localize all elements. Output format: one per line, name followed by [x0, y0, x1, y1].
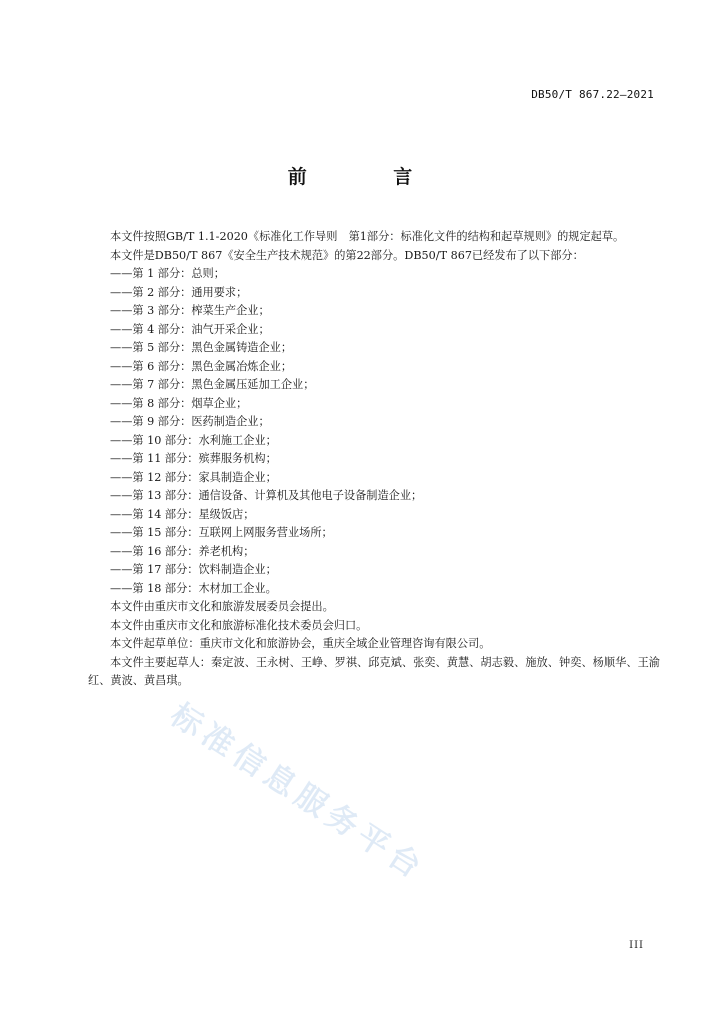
list-item: ——第 16 部分：养老机构； — [110, 544, 255, 558]
list-item: ——第 7 部分：黑色金属压延加工企业； — [110, 378, 315, 391]
list-item: ——第 5 部分：黑色金属铸造企业； — [110, 341, 293, 354]
parts-list — [88, 265, 660, 598]
list-item: ——第 1 部分：总则； — [110, 267, 225, 280]
intro-paragraph: 本文件按照GB/T 1.1-2020《标准化工作导则 第1部分：标准化文件的结构和起草规则》的规定起草。 — [110, 230, 625, 243]
list-item: ——第 11 部分：殡葬服务机构； — [110, 452, 277, 465]
list-item: ——第 13 部分：通信设备、计算机及其他电子设备制造企业； — [110, 489, 423, 502]
list-item: ——第 15 部分：互联网上网服务营业场所； — [110, 526, 333, 539]
list-item: ——第 10 部分：水利施工企业； — [110, 433, 277, 447]
drafting-units-paragraph: 本文件起草单位：重庆市文化和旅游协会，重庆全域企业管理咨询有限公司。 — [110, 637, 491, 650]
proposer-paragraph: 本文件由重庆市文化和旅游发展委员会提出。 — [110, 600, 334, 613]
committee-paragraph: 本文件由重庆市文化和旅游标准化技术委员会归口。 — [110, 618, 368, 632]
section-title: 前 言 — [287, 166, 453, 188]
list-item: ——第 14 部分：星级饭店； — [110, 507, 255, 521]
list-item: ——第 12 部分：家具制造企业； — [110, 470, 277, 484]
list-item: ——第 2 部分：通用要求； — [110, 285, 248, 299]
drafters-paragraph: 本文件主要起草人：秦定波、王永树、王峥、罗祺、邱克斌、张奕、黄慧、胡志毅、施放、钟奕、杨顺华、王渝红、黄波、黄昌琪。 — [88, 655, 660, 687]
document-code: DB50/T 867.22—2021 — [531, 88, 654, 101]
intro-paragraph: 本文件是DB50/T 867《安全生产技术规范》的第22部分。DB50/T 867已经发布了以下部分： — [110, 248, 584, 262]
watermark: 标准信息服务平台 — [164, 696, 432, 889]
list-item: ——第 4 部分：油气开采企业； — [110, 322, 270, 336]
list-item: ——第 17 部分：饮料制造企业； — [110, 563, 277, 576]
list-item: ——第 6 部分：黑色金属冶炼企业； — [110, 359, 293, 373]
list-item: ——第 8 部分：烟草企业； — [110, 396, 248, 410]
list-item: ——第 9 部分：医药制造企业； — [110, 415, 270, 428]
page-number: III — [629, 940, 644, 951]
foreword-content — [88, 228, 660, 691]
list-item: ——第 18 部分：木材加工企业。 — [110, 581, 277, 595]
list-item: ——第 3 部分：榨菜生产企业； — [110, 304, 270, 317]
